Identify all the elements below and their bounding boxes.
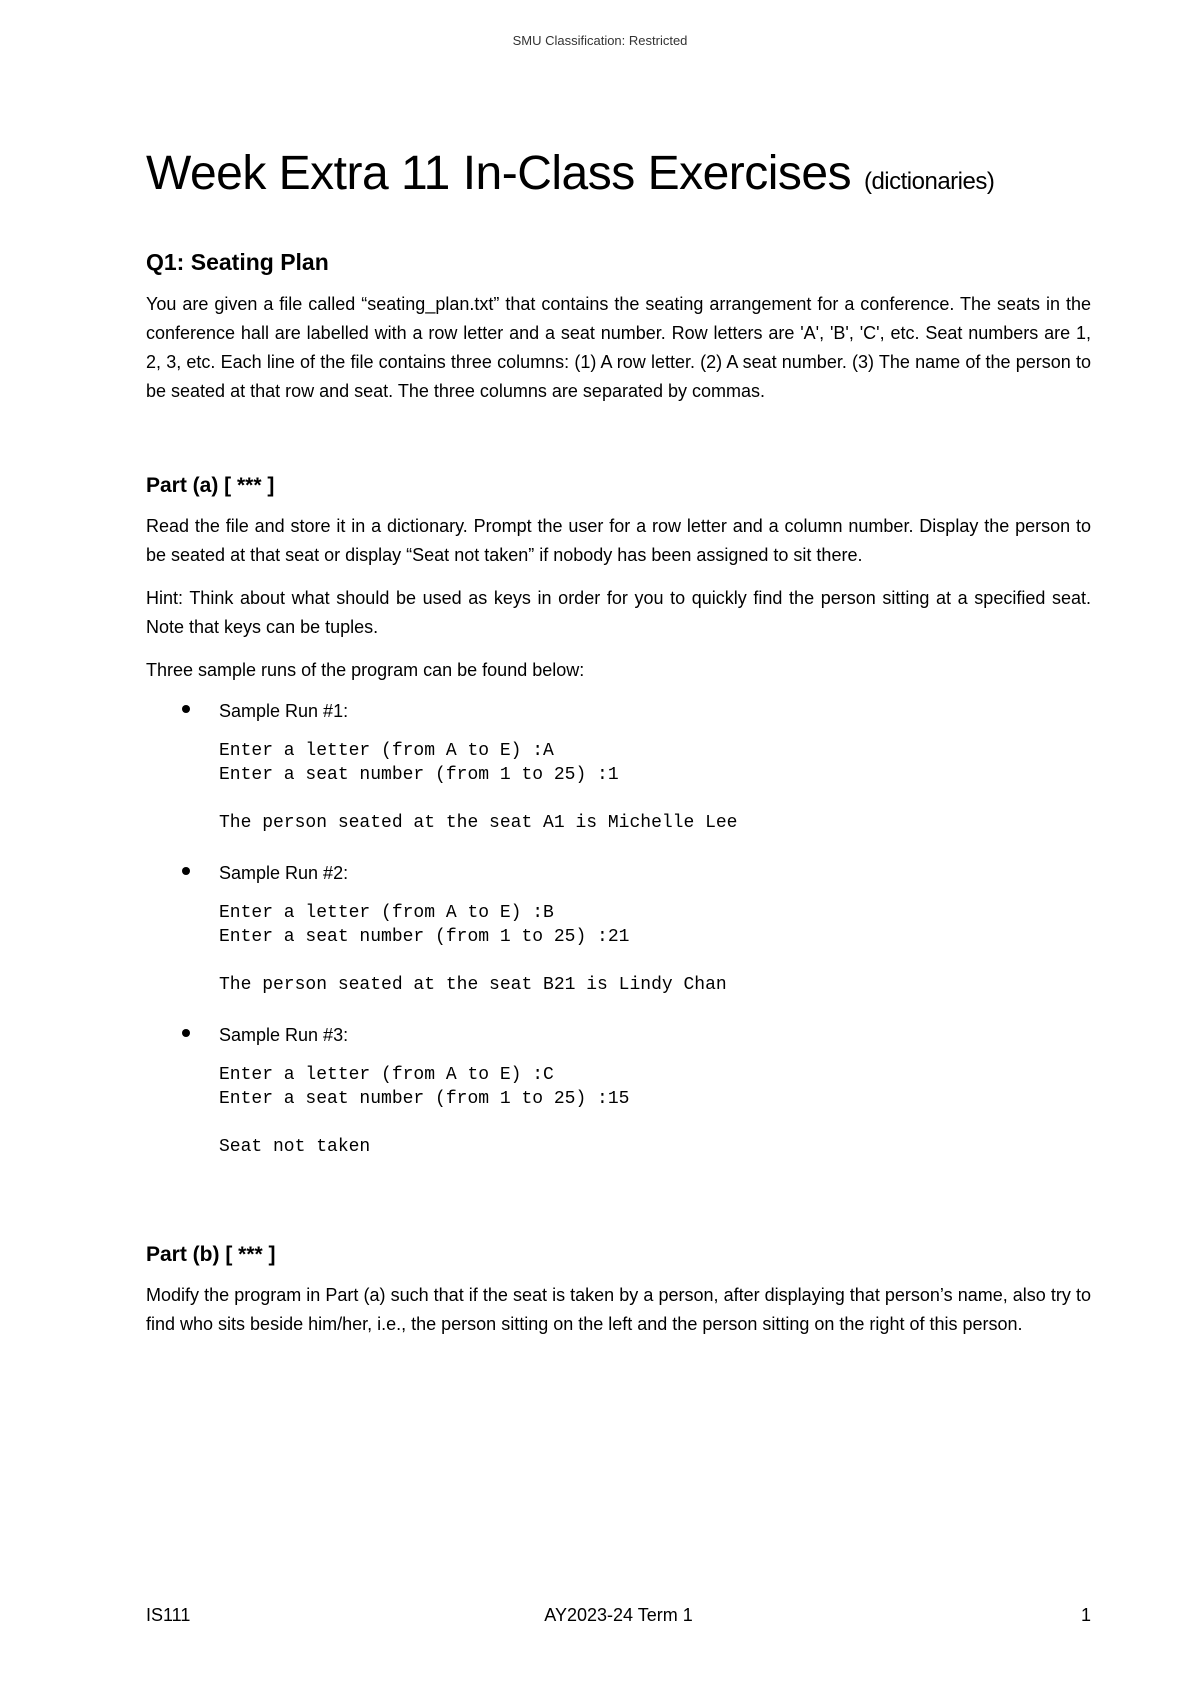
sample-run-3 — [146, 1023, 1091, 1159]
code-line: Enter a seat number (from 1 to 25) :1 — [219, 764, 619, 785]
sample-run-output: The person seated at the seat A1 is Michelle Lee — [219, 812, 738, 833]
sample-runs-intro: Three sample runs of the program can be found below: — [146, 659, 585, 680]
sample-run-input — [219, 1063, 1091, 1111]
footer-term: AY2023-24 Term 1 — [544, 1605, 693, 1625]
page-footer — [146, 1605, 1091, 1629]
sample-run-output: The person seated at the seat B21 is Lindy Chan — [219, 974, 727, 995]
code-line: Enter a seat number (from 1 to 25) :21 — [219, 926, 630, 947]
part-a-instructions: Read the file and store it in a dictionary. Prompt the user for a row letter and a column number. Display the person to be seated at that seat or display “Seat not taken” if nobody has been assigned to sit there. — [146, 515, 1091, 565]
sample-run-list — [146, 699, 1091, 1159]
page-content — [146, 148, 1091, 1339]
part-a-heading: Part (a) [ *** ] — [146, 473, 275, 497]
sample-run-label: Sample Run #2: — [219, 862, 349, 883]
code-line: Enter a seat number (from 1 to 25) :15 — [219, 1088, 630, 1109]
bullet-icon — [182, 705, 190, 713]
question-heading: Q1: Seating Plan — [146, 248, 329, 275]
code-line: Enter a letter (from A to E) :B — [219, 902, 554, 923]
sample-run-input — [219, 739, 1091, 787]
title-main: Week Extra 11 In-Class Exercises — [146, 147, 852, 200]
code-line: Enter a letter (from A to E) :A — [219, 740, 554, 761]
part-a-hint: Hint: Think about what should be used as keys in order for you to quickly find the person sitting at a specified seat. Note that keys can be tuples. — [146, 587, 1091, 637]
classification-header: SMU Classification: Restricted — [512, 33, 688, 48]
page-title — [146, 148, 1091, 201]
bullet-icon — [182, 1029, 190, 1037]
sample-run-label: Sample Run #3: — [219, 1024, 349, 1045]
question-intro: You are given a file called “seating_plan.txt” that contains the seating arrangement for a conference. The seats in the conference hall are labelled with a row letter and a seat number. Row letters are 'A', 'B', 'C', etc. Seat numbers are 1, 2, 3, etc. Each line of the file contains three columns: (1) A row letter. (2) A seat number. (3) The name of the person to be seated at that row and seat. The three columns are separated by commas. — [146, 293, 1091, 401]
sample-run-output: Seat not taken — [219, 1136, 371, 1157]
footer-course-code: IS111 — [146, 1605, 191, 1625]
sample-run-label: Sample Run #1: — [219, 700, 349, 721]
part-b-instructions: Modify the program in Part (a) such that if the seat is taken by a person, after displaying that person’s name, also try to find who sits beside him/her, i.e., the person sitting on the left and the person sitting on the right of this person. — [146, 1284, 1091, 1334]
bullet-icon — [182, 867, 190, 875]
title-subject: (dictionaries) — [863, 168, 995, 195]
part-b-heading: Part (b) [ *** ] — [146, 1242, 276, 1266]
sample-run-1 — [146, 699, 1091, 835]
sample-run-input — [219, 901, 1091, 949]
footer-page-number: 1 — [1080, 1605, 1091, 1625]
sample-run-2 — [146, 861, 1091, 997]
code-line: Enter a letter (from A to E) :C — [219, 1064, 554, 1085]
